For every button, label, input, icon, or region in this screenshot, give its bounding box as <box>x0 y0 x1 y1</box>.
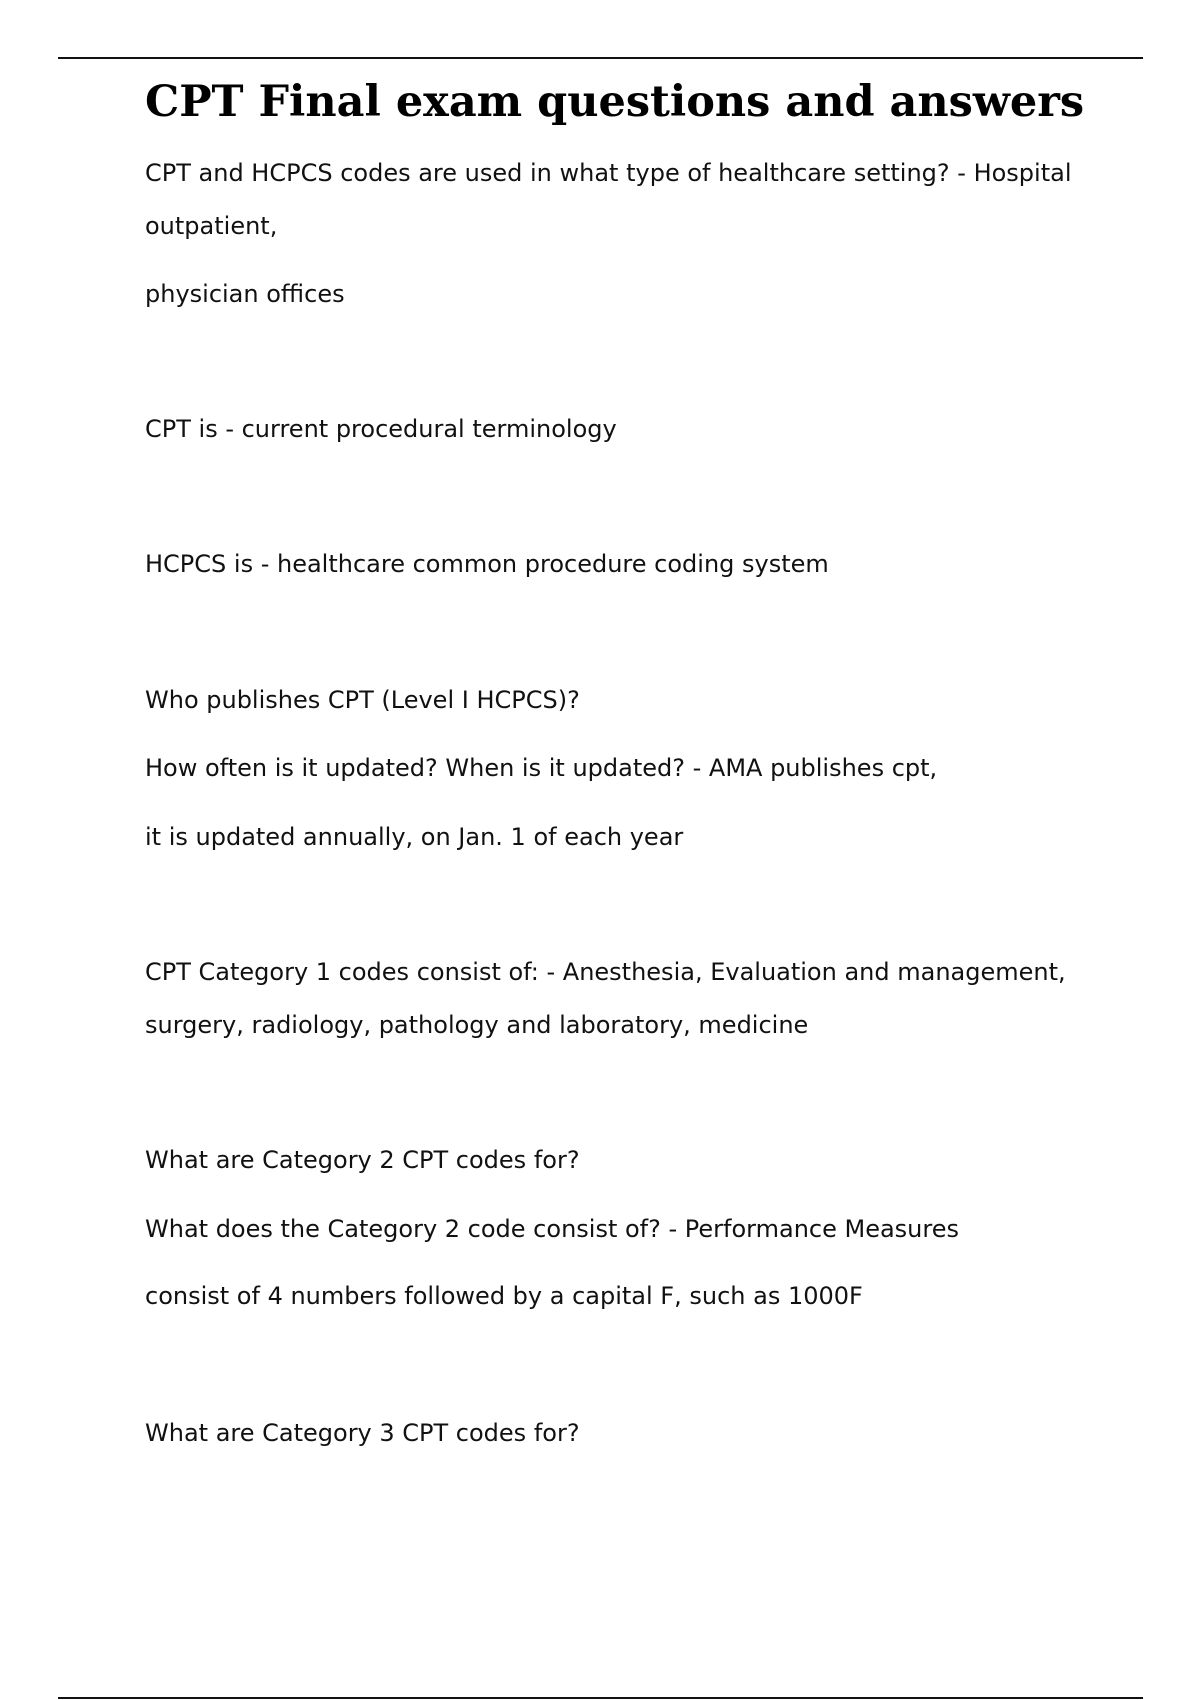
qa-4-answer: it is updated annually, on Jan. 1 of each year <box>145 823 684 851</box>
qa-4-question-line-1: Who publishes CPT (Level I HCPCS)? <box>145 686 580 714</box>
qa-1-answer: physician offices <box>145 280 345 308</box>
qa-2: CPT is - current procedural terminology <box>145 415 617 443</box>
qa-5-line-2: surgery, radiology, pathology and laboratory, medicine <box>145 1011 809 1039</box>
qa-5-line-1: CPT Category 1 codes consist of: - Anesthesia, Evaluation and management, <box>145 958 1066 986</box>
qa-6-question-line-2: What does the Category 2 code consist of? - Performance Measures <box>145 1215 959 1243</box>
qa-6-answer: consist of 4 numbers followed by a capital F, such as 1000F <box>145 1282 863 1310</box>
document-title: CPT Final exam questions and answers <box>145 77 1085 127</box>
qa-7-question: What are Category 3 CPT codes for? <box>145 1419 580 1447</box>
qa-4-question-line-2: How often is it updated? When is it updated? - AMA publishes cpt, <box>145 754 938 782</box>
qa-3: HCPCS is - healthcare common procedure coding system <box>145 550 829 578</box>
qa-6-question-line-1: What are Category 2 CPT codes for? <box>145 1146 580 1174</box>
top-rule <box>58 57 1143 59</box>
qa-1-question-line-2: outpatient, <box>145 212 278 240</box>
bottom-rule <box>58 1697 1143 1699</box>
qa-1-question-line-1: CPT and HCPCS codes are used in what type of healthcare setting? - Hospital <box>145 159 1072 187</box>
